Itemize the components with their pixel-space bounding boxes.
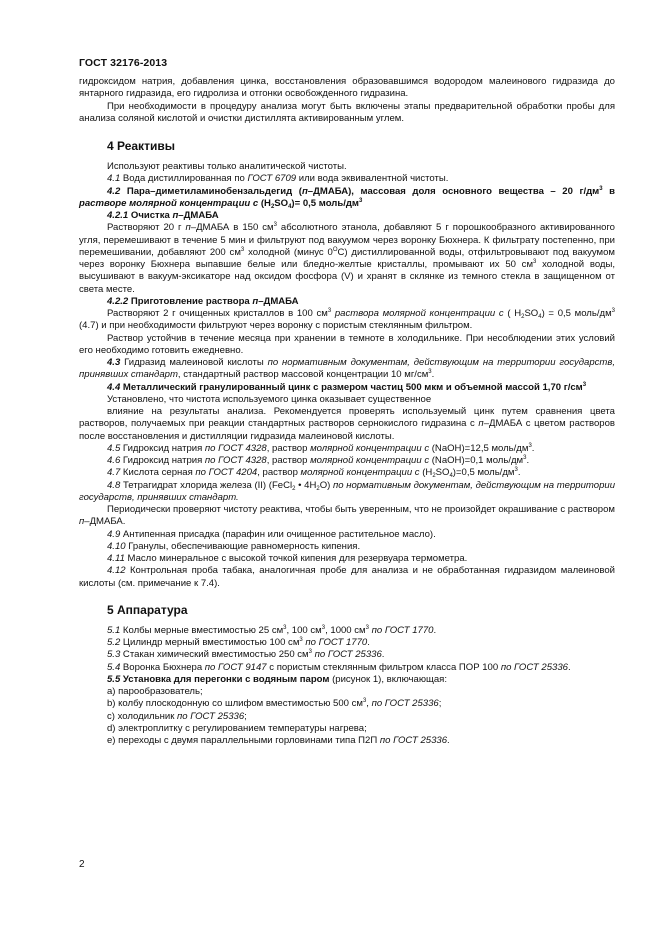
italic-n: п: [301, 185, 308, 197]
italic-n: п: [185, 222, 191, 234]
standard-reference: по ГОСТ 1770: [305, 637, 368, 648]
item-number: 4.6: [107, 455, 121, 466]
item-text: ( H: [503, 308, 522, 319]
item-4-3: [79, 357, 615, 382]
item-text: (рисунок 1), включающая:: [329, 673, 447, 685]
page-number: 2: [79, 859, 85, 870]
item-text: ) = 0,5 моль/дм: [541, 308, 612, 319]
item-number: 4.11: [107, 553, 125, 564]
item-text: Колбы мерные вместимостью 25 см: [120, 624, 284, 636]
item-text: (H: [419, 467, 433, 479]
list-item-b: [79, 698, 615, 710]
list-item-e: [79, 735, 615, 747]
standard-reference: по ГОСТ 25336: [500, 661, 568, 673]
item-text: Антипенная присадка (парафин или очищенное растительное масло).: [120, 528, 436, 540]
item-text: в: [602, 185, 616, 197]
item-text: )= 0,5 моль/дм: [291, 197, 359, 209]
item-5-2: [79, 637, 615, 649]
standard-reference: по ГОСТ 25336: [379, 735, 448, 746]
item-4-2-2-text: [79, 308, 615, 333]
superscript: 3: [599, 185, 603, 192]
item-number: 4.3: [107, 357, 121, 368]
item-text: холодной (минус 0: [244, 246, 333, 258]
item-text: , стандартный раствор массовой концентрации 10 мг/см: [177, 369, 429, 381]
item-text: e) переходы с двумя параллельными горловинами типа П2П: [107, 735, 380, 746]
item-4-1: [79, 173, 615, 185]
item-text: .: [531, 442, 535, 454]
item-text: Пара–диметиламинобензальдегид (: [120, 185, 302, 197]
item-text-italic: по нормативным документам, действующим на территории государств, принявших стандарт: [79, 357, 615, 381]
item-text: Стакан химический вместимостью 250 см: [120, 649, 309, 661]
item-text: Тетрагидрат хлорида железа (II) (FeCl: [120, 479, 293, 491]
item-text: .: [431, 369, 435, 381]
superscript: 3: [533, 259, 537, 265]
item-text: с пористым стеклянным фильтром класса ПОР 100: [266, 661, 501, 673]
item-text: (NaOH)=0,1 моль/дм: [429, 455, 524, 466]
item-4-4-note-2: [79, 406, 615, 443]
item-number: 4.4: [107, 381, 121, 393]
item-text-italic: по нормативным документам, действующим на территории государств, принявших стандарт.: [79, 479, 616, 503]
item-text: (NaOH)=12,5 моль/дм: [429, 442, 529, 454]
subscript: 2: [432, 473, 436, 480]
standard-reference: ГОСТ 6709: [247, 173, 297, 185]
item-text: b) колбу плоскодонную со шлифом вместимостью 500 см: [107, 698, 363, 710]
item-4-8: [79, 480, 615, 505]
item-4-5: [79, 443, 615, 455]
item-text: Контрольная проба табака, аналогичная пробе для анализа и не обработанная гидразидом малеиновой кислоты (см. примечание к 7.4).: [79, 565, 615, 589]
superscript: 3: [514, 467, 518, 474]
item-4-4-note-1: Установлено, что чистота используемого цинка оказывает существенное: [107, 393, 432, 405]
superscript: 3: [299, 637, 303, 643]
item-4-9: [79, 529, 615, 541]
item-text: .: [381, 649, 385, 661]
item-text: –ДМАБА: [178, 210, 219, 221]
section-5-title: 5 Аппаратура: [107, 602, 188, 617]
item-text: Масло минеральное с высокой точкой кипения для резервуара термометра.: [124, 553, 468, 564]
item-4-6: [79, 455, 615, 467]
item-4-11: [79, 553, 615, 565]
item-number: 4.9: [107, 528, 121, 540]
item-4-2-2-title: [79, 296, 615, 308]
item-number: 4.12: [107, 565, 126, 577]
item-text: ;: [438, 698, 442, 710]
superscript: 3: [362, 698, 367, 705]
section-4-intro: Используют реактивы только аналитической чистоты.: [107, 161, 347, 172]
item-text: Металлический гранулированный цинк с размером частиц 500 мкм и объемной массой 1,70 г/см: [120, 381, 583, 393]
superscript: 3: [283, 624, 287, 631]
superscript: 3: [428, 369, 432, 376]
subscript: 2: [292, 485, 296, 492]
document-header: ГОСТ 32176-2013: [79, 57, 168, 69]
item-text: , раствор: [266, 455, 311, 466]
italic-n: п: [79, 516, 85, 528]
item-text: SO: [524, 308, 539, 319]
item-text: Периодически проверяют чистоту реактива, чтобы быть уверенным, что не произойдет окрашивание с раствором: [107, 504, 615, 515]
item-text: абсолютного этанола, добавляют 5 г порошкообразного активированного угля, перемешивают в течение 5 мин и фильтруют под вакуумом через воронку Бюхнера. К фильтрату постепенно, при перемешивании, добавляют 200 см: [79, 222, 615, 258]
item-number: 4.7: [107, 467, 121, 479]
italic-n: п: [252, 295, 259, 307]
superscript: 3: [523, 455, 527, 461]
subscript: 4: [449, 473, 453, 480]
standard-reference: по ГОСТ 9147: [204, 661, 267, 673]
superscript: 3: [582, 381, 587, 388]
superscript: 3: [321, 624, 326, 631]
item-4-10: [79, 541, 615, 553]
item-text: (H: [258, 197, 271, 209]
item-number: 4.10: [107, 540, 126, 552]
subscript: 4: [538, 314, 542, 320]
item-text: Воронка Бюхнера: [120, 661, 205, 673]
item-text-italic: растворе молярной концентрации с: [79, 197, 259, 209]
standard-reference: по ГОСТ 4328: [204, 455, 267, 466]
item-number: 4.1: [107, 173, 121, 185]
item-text: SO: [435, 467, 450, 479]
item-text: Цилиндр мерный вместимостью 100 см: [120, 637, 300, 648]
item-text: Гранулы, обеспечивающие равномерность кипения.: [125, 540, 361, 552]
item-title: Установка для перегонки с водяным паром: [120, 673, 330, 685]
item-number: 5.4: [107, 661, 121, 673]
item-4-2: [79, 186, 615, 211]
item-text: Очистка: [128, 210, 173, 221]
item-number: 5.1: [107, 624, 121, 636]
item-text: холодной воды, высушивают в вакуум-эксикаторе над оксидом фосфора (V) и хранят в склянке из темного стекла в защищенном от света месте.: [79, 259, 616, 295]
subscript: 2: [316, 485, 320, 492]
item-text-italic: раствора молярной концентрации с: [334, 308, 504, 319]
intro-paragraph-1: гидроксидом натрия, добавления цинка, восстановления образовавшимся водородом малеинового гидразида до янтарного гидразида, его гидролиза и отгонки освобожденного гидразина.: [79, 76, 615, 100]
item-text: –ДМАБА: [258, 295, 299, 307]
item-text: Вода дистиллированная по: [120, 173, 248, 185]
item-text: С) дистиллированной воды, отфильтровывают под вакуумом через воронку Бюхнера выпавшие белые или бледно-желтые кристаллы, промывают их 50 см: [79, 246, 615, 270]
item-text: Растворяют 2 г очищенных кристаллов в 100 см: [107, 308, 328, 319]
item-text: SO: [274, 197, 289, 209]
item-text: Гидразид малеиновой кислоты: [120, 357, 268, 368]
item-5-1: [79, 625, 615, 637]
item-text-italic: молярной концентрации с: [310, 455, 430, 466]
intro-paragraph-2: При необходимости в процедуру анализа могут быть включены этапы предварительной обработки пробы для анализа соляной кислотой и очистки дистиллята активированным углем.: [79, 100, 615, 124]
item-text: –ДМАБА с цветом растворов после восстановления и дистилляции гидразида малеиновой кислоты.: [79, 418, 615, 442]
item-text: .: [447, 735, 450, 746]
standard-reference: по ГОСТ 4328: [204, 442, 267, 454]
item-5-3: [79, 649, 615, 661]
item-text: • 4H: [295, 479, 317, 491]
item-number: 5.3: [107, 649, 121, 661]
superscript: 3: [365, 624, 369, 631]
item-4-12: [79, 565, 615, 590]
page-body: [79, 76, 615, 747]
item-number: 4.2.1: [107, 210, 129, 221]
item-text: .: [367, 637, 370, 648]
item-text: –ДМАБА в 150 см: [190, 222, 274, 234]
item-4-2-2-note: Раствор устойчив в течение месяца при хранении в темноте в холодильнике. При несоблюдении этих условий его необходимо готовить ежедневно.: [79, 332, 615, 356]
item-text: , раствор: [257, 467, 301, 479]
standard-reference: по ГОСТ 25336: [177, 710, 245, 722]
item-4-2-1-text: [79, 222, 615, 296]
item-text: ,: [366, 698, 372, 710]
item-4-7: [79, 467, 615, 479]
item-text: , 100 см: [286, 624, 322, 636]
list-item-a: a) парообразователь;: [107, 686, 203, 697]
item-text: –ДМАБА.: [84, 516, 126, 528]
item-4-8-note: [79, 504, 615, 529]
item-text: .: [526, 455, 530, 466]
item-text: –ДМАБА), массовая доля основного вещества – 20 г/дм: [307, 185, 600, 197]
item-text: Приготовление раствора: [128, 295, 253, 307]
superscript: 3: [327, 308, 332, 314]
standard-reference: по ГОСТ 25336: [371, 698, 439, 710]
superscript: 3: [528, 442, 532, 449]
standard-reference: по ГОСТ 1770: [371, 624, 434, 636]
superscript: 3: [273, 222, 277, 229]
item-text: .: [567, 661, 571, 673]
item-text: Растворяют 20 г: [107, 222, 186, 234]
item-5-4: [79, 662, 615, 674]
item-text: )=0,5 моль/дм: [452, 467, 515, 479]
standard-reference: по ГОСТ 25336: [314, 649, 382, 661]
subscript: 2: [521, 314, 525, 320]
item-4-2-1-title: [79, 210, 615, 222]
item-text: , 1000 см: [325, 624, 366, 636]
list-item-c: [79, 711, 615, 723]
item-text: , раствор: [266, 442, 311, 454]
item-text: (4.7) и при необходимости фильтруют через воронку с пористым стеклянным фильтром.: [79, 320, 473, 332]
item-number: 4.2.2: [107, 295, 129, 307]
item-text: Гидроксид натрия: [120, 442, 205, 454]
item-number: 4.2: [107, 185, 121, 197]
superscript: 3: [611, 308, 615, 314]
superscript: 3: [308, 649, 312, 656]
item-number: 5.2: [107, 637, 121, 648]
item-text-italic: молярной концентрации с: [300, 467, 420, 479]
item-number: 5.5: [107, 673, 121, 685]
standard-reference: по ГОСТ 4204: [195, 467, 258, 479]
subscript: 4: [288, 203, 292, 210]
italic-n: п: [478, 418, 484, 430]
list-item-d: d) электроплитку с регулированием температуры нагрева;: [107, 722, 367, 734]
item-5-5: [79, 674, 615, 686]
item-text: ;: [244, 710, 247, 722]
item-text: или вода эквивалентной чистоты.: [296, 173, 449, 185]
item-4-4: [79, 382, 615, 394]
item-text-italic: молярной концентрации с: [310, 442, 430, 454]
subscript: 2: [270, 203, 275, 210]
item-text: .: [517, 467, 521, 479]
superscript: 3: [240, 246, 245, 253]
item-text: Гидроксид натрия: [120, 455, 205, 466]
item-text: .: [433, 624, 437, 636]
item-number: 4.8: [107, 479, 121, 491]
italic-n: п: [172, 210, 179, 221]
superscript: 3: [359, 197, 363, 204]
item-number: 4.5: [107, 442, 121, 454]
section-4-title: 4 Реактивы: [107, 139, 175, 153]
item-text: O): [319, 479, 333, 491]
superscript: О: [332, 246, 338, 253]
item-text: влияние на результаты анализа. Рекомендуется проверять используемый цинк путем сравнения цвета растворов, получаемых при реакции стандартных растворов сернокислого гидразина с: [79, 406, 615, 430]
item-text: c) холодильник: [107, 710, 178, 722]
item-text: Кислота серная: [120, 467, 196, 479]
